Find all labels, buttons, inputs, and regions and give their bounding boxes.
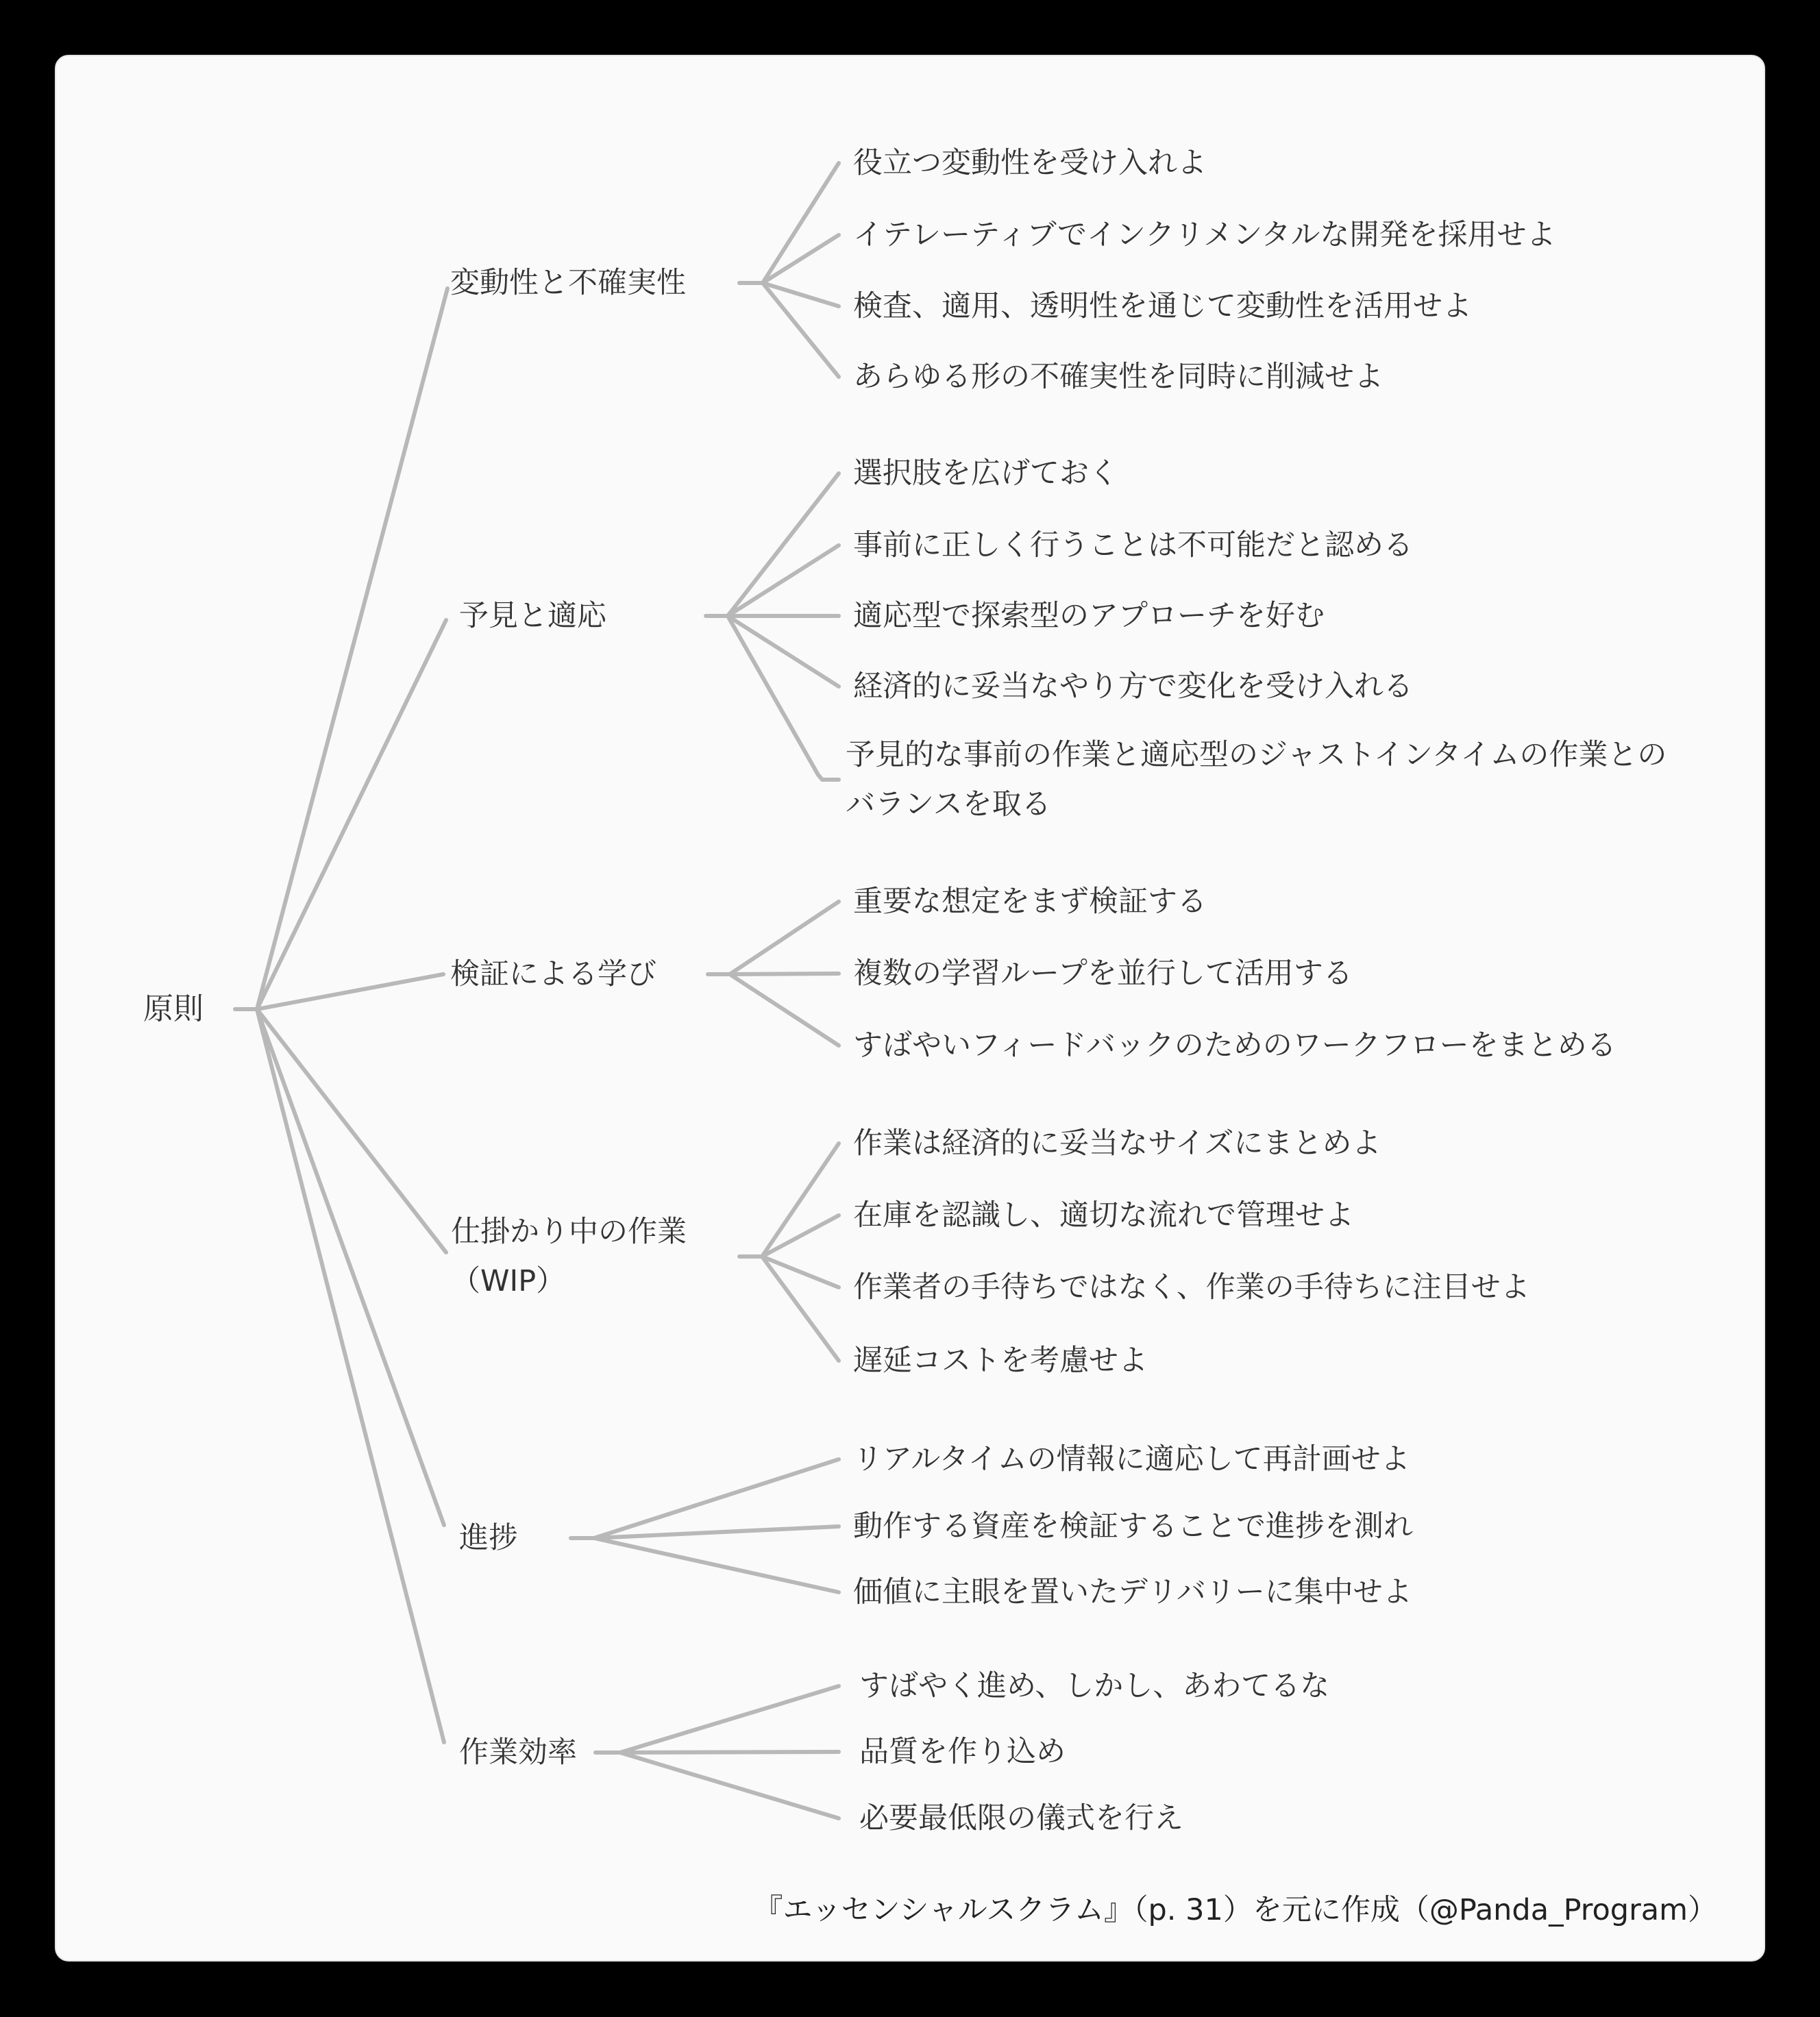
leaf-node: 遅延コストを考慮せよ <box>853 1344 1148 1378</box>
leaf-node: すばやいフィードバックのためのワークフローをまとめる <box>853 1028 1616 1063</box>
leaf-node: 動作する資産を検証することで進捗を測れ <box>853 1509 1413 1544</box>
branch-node-validated-learning: 検証による学び <box>450 957 656 991</box>
leaf-node: イテレーティブでインクリメンタルな開発を採用せよ <box>853 218 1556 252</box>
leaf-node: 経済的に妥当なやり方で変化を受け入れる <box>853 669 1413 704</box>
leaf-node: 必要最低限の儀式を行え <box>859 1801 1183 1835</box>
leaf-node: 予見的な事前の作業と適応型のジャストインタイムの作業とのバランスを取る <box>846 738 1667 821</box>
branch-label-line1: 仕掛かり中の作業 <box>451 1215 687 1249</box>
root-node: 原則 <box>143 991 204 1026</box>
leaf-node: 適応型で探索型のアプローチを好む <box>853 599 1325 633</box>
branch-node-variability-uncertainty: 変動性と不確実性 <box>450 266 686 300</box>
branch-node-prediction-adaptation: 予見と適応 <box>459 599 606 633</box>
leaf-node: 事前に正しく行うことは不可能だと認める <box>853 528 1413 562</box>
leaf-node: 品質を作り込め <box>859 1735 1066 1769</box>
leaf-node: 作業は経済的に妥当なサイズにまとめよ <box>853 1126 1381 1161</box>
leaf-node: あらゆる形の不確実性を同時に削減せよ <box>853 360 1384 394</box>
branch-node-performance: 作業効率 <box>459 1735 577 1770</box>
branch-label-line2: （WIP） <box>451 1264 566 1298</box>
leaf-node: 検査、適用、透明性を通じて変動性を活用せよ <box>853 289 1472 323</box>
leaf-node: 役立つ変動性を受け入れよ <box>853 146 1207 180</box>
branch-node-wip <box>451 1207 687 1306</box>
leaf-node: 複数の学習ループを並行して活用する <box>853 956 1353 991</box>
leaf-node: 在庫を認識し、適切な流れで管理せよ <box>853 1198 1354 1233</box>
leaf-node: すばやく進め、しかし、あわてるな <box>859 1669 1330 1703</box>
leaf-node: 重要な想定をまず検証する <box>853 884 1207 919</box>
leaf-node: リアルタイムの情報に適応して再計画せよ <box>853 1442 1410 1476</box>
leaf-node: 作業者の手待ちではなく、作業の手待ちに注目せよ <box>853 1270 1530 1304</box>
leaf-node: 価値に主眼を置いたデリバリーに集中せよ <box>853 1575 1412 1609</box>
leaf-node: 選択肢を広げておく <box>853 456 1118 491</box>
source-credit: 『エッセンシャルスクラム』（p. 31）を元に作成（@Panda_Program） <box>753 1893 1717 1927</box>
branch-node-progress: 進捗 <box>459 1521 518 1555</box>
